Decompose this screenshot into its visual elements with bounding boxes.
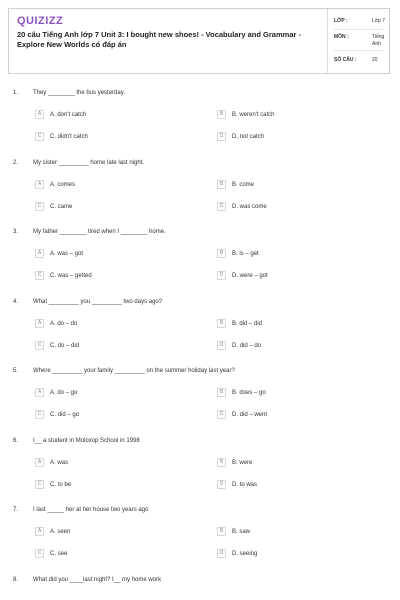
option-text: A. was — [50, 460, 69, 466]
option-text: B. does – go — [232, 390, 266, 396]
question-text: What did you ____last night? I__ my home work — [33, 577, 162, 583]
question-number: 2. — [13, 160, 19, 166]
meta-value: Lớp 7 — [372, 18, 386, 24]
option-letter-box: D — [217, 549, 226, 558]
option-letter-box: D — [217, 410, 226, 419]
option-letter-box: D — [217, 271, 226, 280]
question-number: 5. — [13, 368, 19, 374]
option-text: D. did – went — [232, 412, 268, 418]
option-text: A. do – do — [50, 321, 78, 327]
option-letter-box: A — [35, 249, 44, 258]
option-text: B. were — [232, 460, 253, 466]
option-text: A. comes — [50, 182, 76, 188]
option-letter-box: B — [217, 180, 226, 189]
option-text: D. did – do — [232, 343, 262, 349]
option-letter-box: B — [217, 110, 226, 119]
question-number: 1. — [13, 90, 19, 96]
option-text: D. was come — [232, 204, 267, 210]
option-letter-box: A — [35, 319, 44, 328]
option-text: B. weren't catch — [232, 112, 275, 118]
option-letter-box: C — [35, 410, 44, 419]
option-text: C. was – getted — [50, 273, 92, 279]
meta-label: MÔN : — [334, 34, 349, 40]
option-letter-box: A — [35, 458, 44, 467]
question-number: 3. — [13, 229, 19, 235]
option-letter-box: D — [217, 132, 226, 141]
meta-label: SỐ CÂU : — [334, 57, 357, 63]
quizizz-logo: QUIZIZZ — [17, 15, 64, 27]
option-text: B. saw — [232, 529, 251, 535]
option-letter-box: A — [35, 180, 44, 189]
meta-value: 20 — [372, 57, 378, 63]
quiz-title: 20 câu Tiếng Anh lớp 7 Unit 3: I bought new shoes! - Vocabulary and Grammar - Explore New Worlds có đáp án — [17, 30, 301, 49]
option-text: C. see — [50, 551, 68, 557]
question-text: My father ________ tired when I ________ home. — [33, 229, 166, 235]
option-letter-box: A — [35, 388, 44, 397]
option-letter-box: D — [217, 202, 226, 211]
option-letter-box: C — [35, 132, 44, 141]
option-letter-box: D — [217, 341, 226, 350]
option-text: C. came — [50, 204, 73, 210]
option-text: A. do – go — [50, 390, 78, 396]
question-text: They ________ the bus yesterday. — [33, 90, 125, 96]
option-letter-box: C — [35, 480, 44, 489]
option-letter-box: A — [35, 527, 44, 536]
option-text: D. not catch — [232, 134, 265, 140]
option-text: A. seen — [50, 529, 71, 535]
option-letter-box: B — [217, 527, 226, 536]
question-text: What _________ you _________ two days ago? — [33, 299, 163, 305]
question-number: 4. — [13, 299, 19, 305]
question-text: I__ a student in Moloxop School in 1998 — [33, 438, 140, 444]
meta-divider — [334, 29, 384, 30]
option-letter-box: C — [35, 341, 44, 350]
option-letter-box: B — [217, 388, 226, 397]
option-letter-box: C — [35, 549, 44, 558]
option-text: B. come — [232, 182, 255, 188]
question-number: 6. — [13, 438, 19, 444]
option-letter-box: B — [217, 249, 226, 258]
option-letter-box: C — [35, 202, 44, 211]
option-text: D. seeing — [232, 551, 258, 557]
option-letter-box: B — [217, 458, 226, 467]
quiz-header — [8, 8, 390, 74]
quiz-meta-panel — [327, 9, 391, 73]
meta-value: Tiếng Anh — [372, 34, 385, 47]
option-text: B. is – get — [232, 251, 259, 257]
option-text: C. do – did — [50, 343, 80, 349]
question-number: 8. — [13, 577, 19, 583]
question-text: Where _________ your family _________ on the summer holiday last year? — [33, 368, 235, 374]
option-text: B. did – did — [232, 321, 263, 327]
option-text: A. was – got — [50, 251, 84, 257]
option-text: D. were – got — [232, 273, 268, 279]
option-text: A. don't catch — [50, 112, 87, 118]
option-letter-box: D — [217, 480, 226, 489]
option-letter-box: B — [217, 319, 226, 328]
option-letter-box: A — [35, 110, 44, 119]
option-text: C. to be — [50, 482, 72, 488]
option-text: D. to was — [232, 482, 258, 488]
question-number: 7. — [13, 507, 19, 513]
option-text: C. didn't catch — [50, 134, 88, 140]
meta-divider — [334, 50, 384, 51]
question-text: I last _____ her at her house two years ago — [33, 507, 149, 513]
question-text: My sister _________ home late last night. — [33, 160, 145, 166]
option-text: C. did – go — [50, 412, 80, 418]
option-letter-box: C — [35, 271, 44, 280]
meta-label: LỚP : — [334, 18, 348, 24]
